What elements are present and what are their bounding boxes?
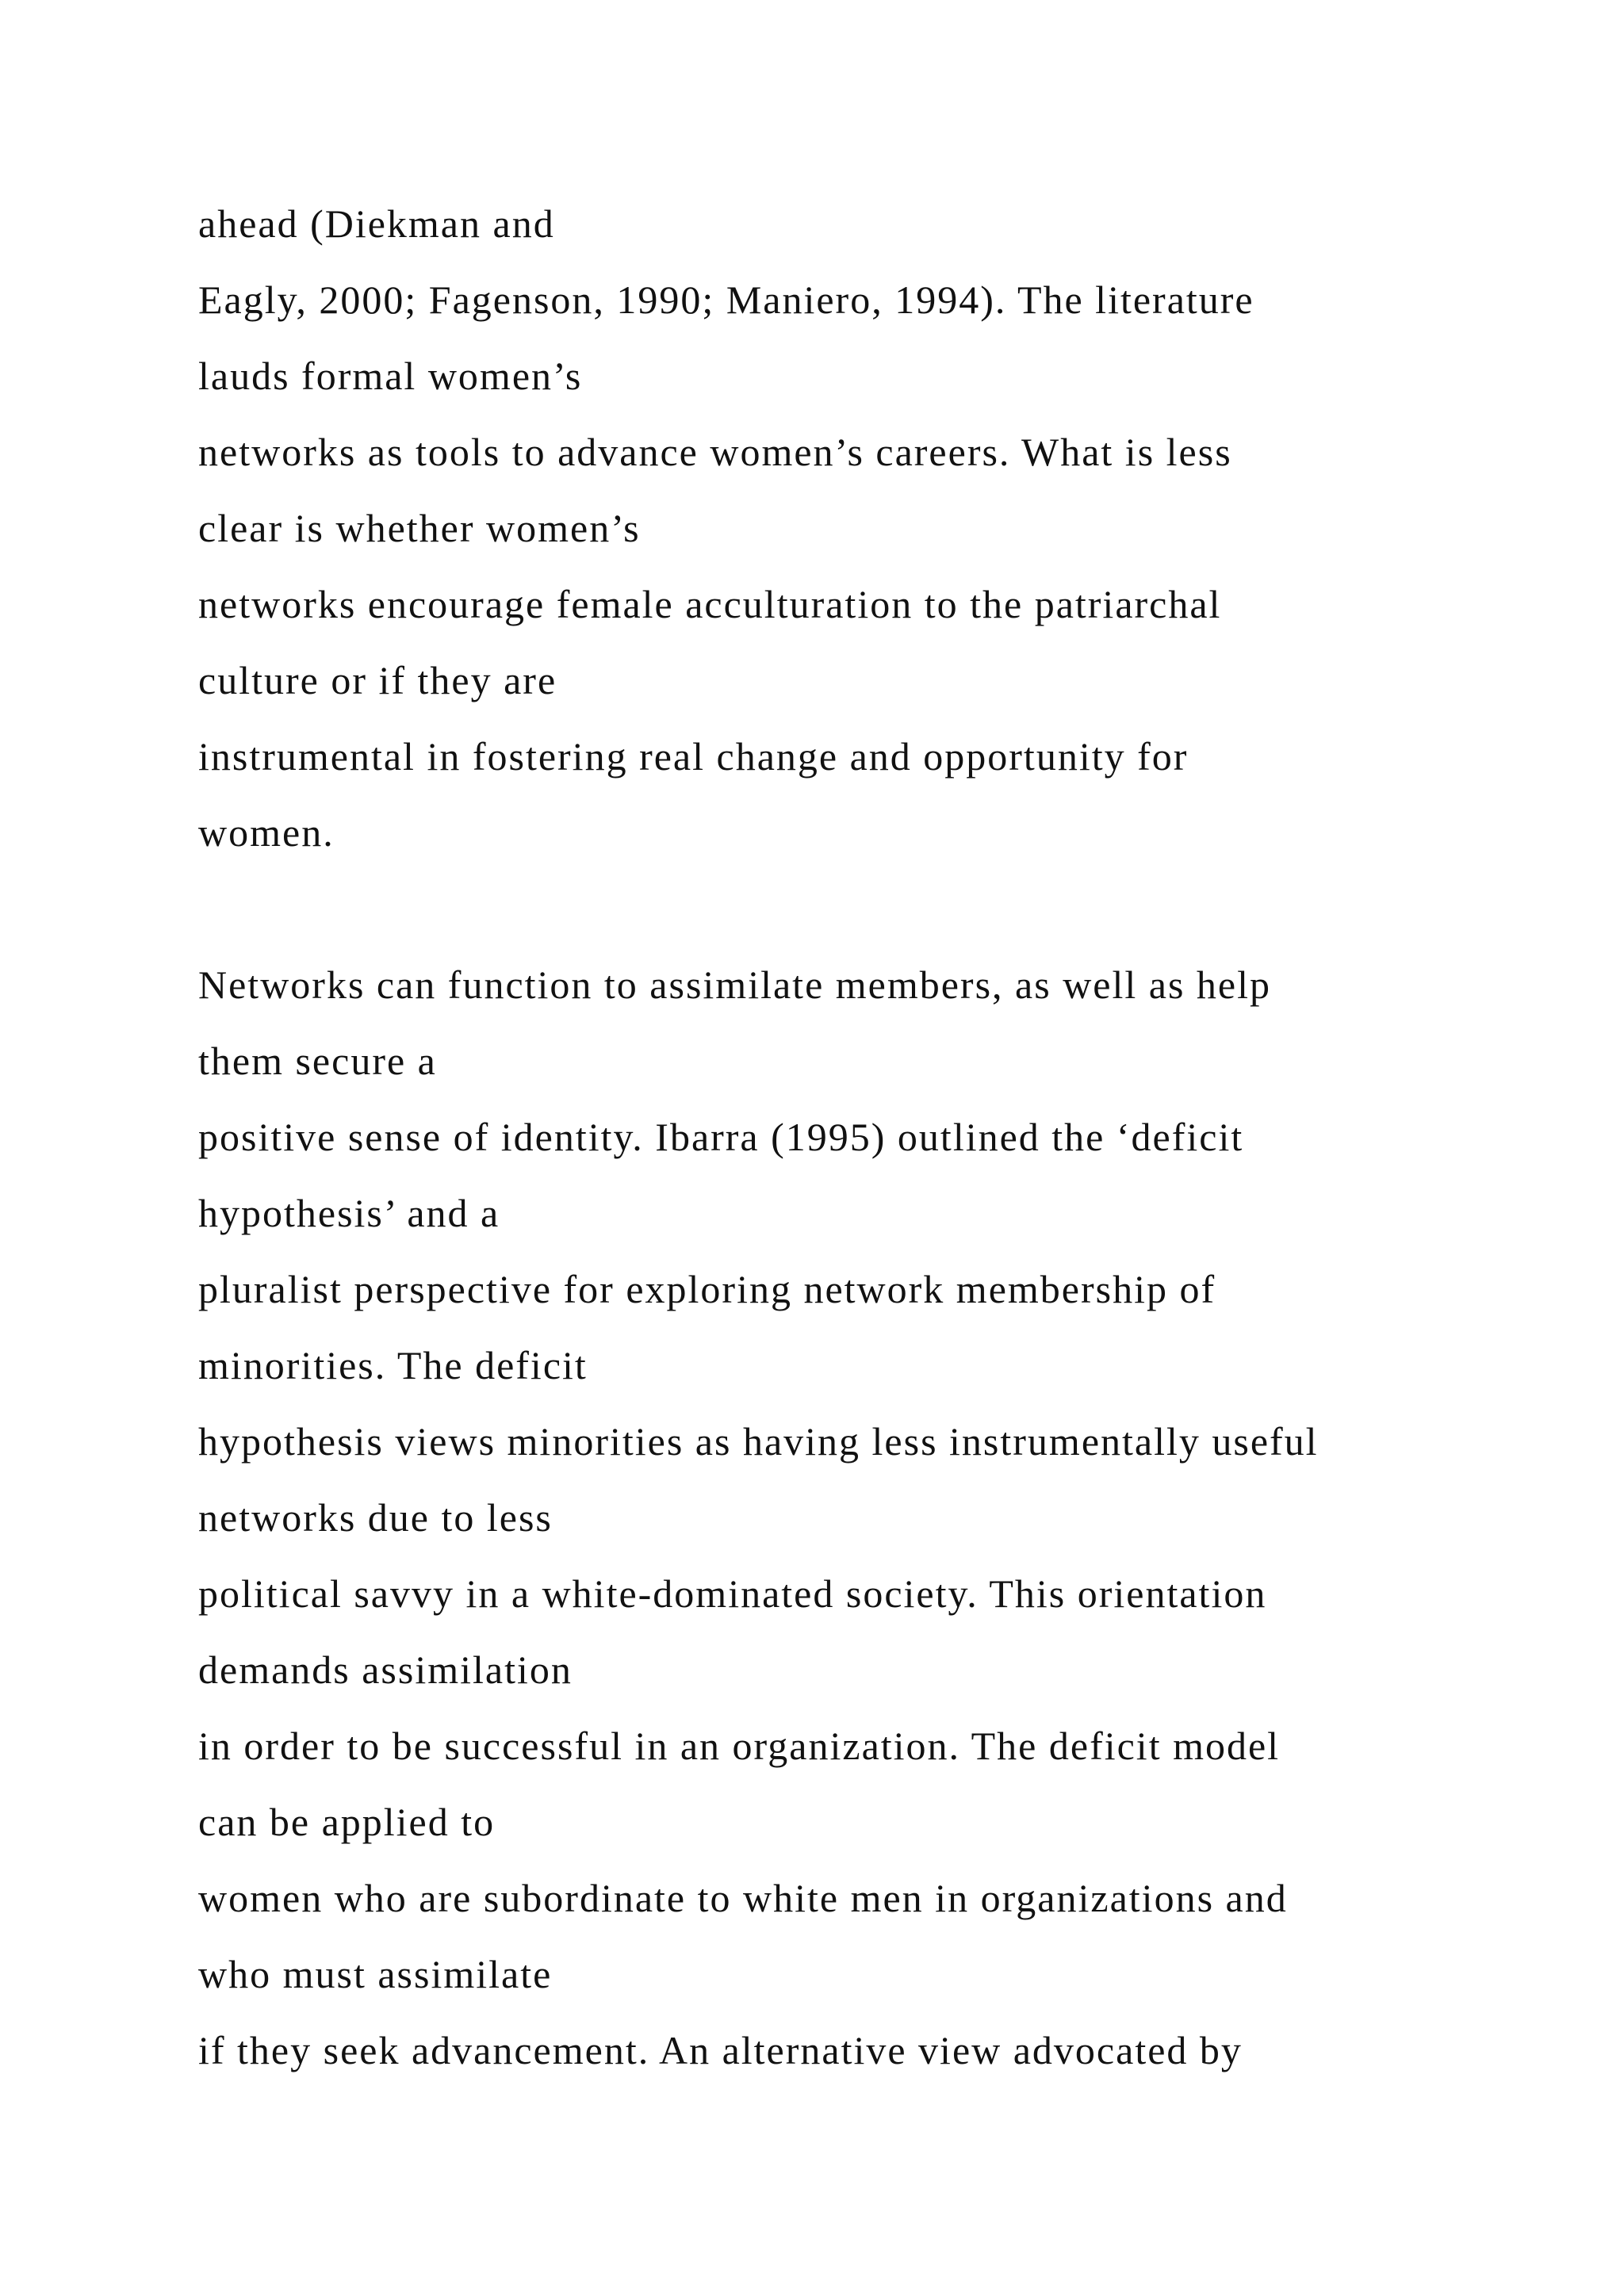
text-line: lauds formal women’s [198, 354, 583, 398]
text-line: networks encourage female acculturation to the patriarchal [198, 582, 1222, 626]
text-line: minorities. The deficit [198, 1343, 588, 1387]
text-line: women. [198, 810, 335, 855]
body-text [198, 186, 1562, 2088]
text-line: pluralist perspective for exploring network membership of [198, 1267, 1216, 1311]
text-line: networks due to less [198, 1495, 553, 1540]
text-line: in order to be successful in an organization. The deficit model [198, 1724, 1281, 1768]
text-line: can be applied to [198, 1800, 496, 1844]
text-line: if they seek advancement. An alternative view advocated by [198, 2028, 1243, 2072]
text-line: who must assimilate [198, 1952, 553, 1996]
text-line: political savvy in a white-dominated society. This orientation [198, 1571, 1267, 1616]
text-line: networks as tools to advance women’s careers. What is less [198, 430, 1232, 474]
text-line: hypothesis’ and a [198, 1191, 500, 1235]
text-line: instrumental in fostering real change and opportunity for [198, 734, 1189, 779]
text-line: positive sense of identity. Ibarra (1995) outlined the ‘deficit [198, 1115, 1244, 1159]
text-line: hypothesis views minorities as having less instrumentally useful [198, 1419, 1319, 1464]
paragraph-break [198, 871, 1562, 947]
text-line: demands assimilation [198, 1647, 573, 1692]
text-line: Eagly, 2000; Fagenson, 1990; Maniero, 1994). The literature [198, 277, 1254, 322]
text-line: clear is whether women’s [198, 506, 641, 550]
text-line: women who are subordinate to white men in organizations and [198, 1876, 1288, 1920]
text-line: culture or if they are [198, 658, 557, 702]
text-line: them secure a [198, 1039, 437, 1083]
text-line: Networks can function to assimilate members, as well as help [198, 962, 1272, 1007]
text-line: ahead (Diekman and [198, 201, 555, 246]
